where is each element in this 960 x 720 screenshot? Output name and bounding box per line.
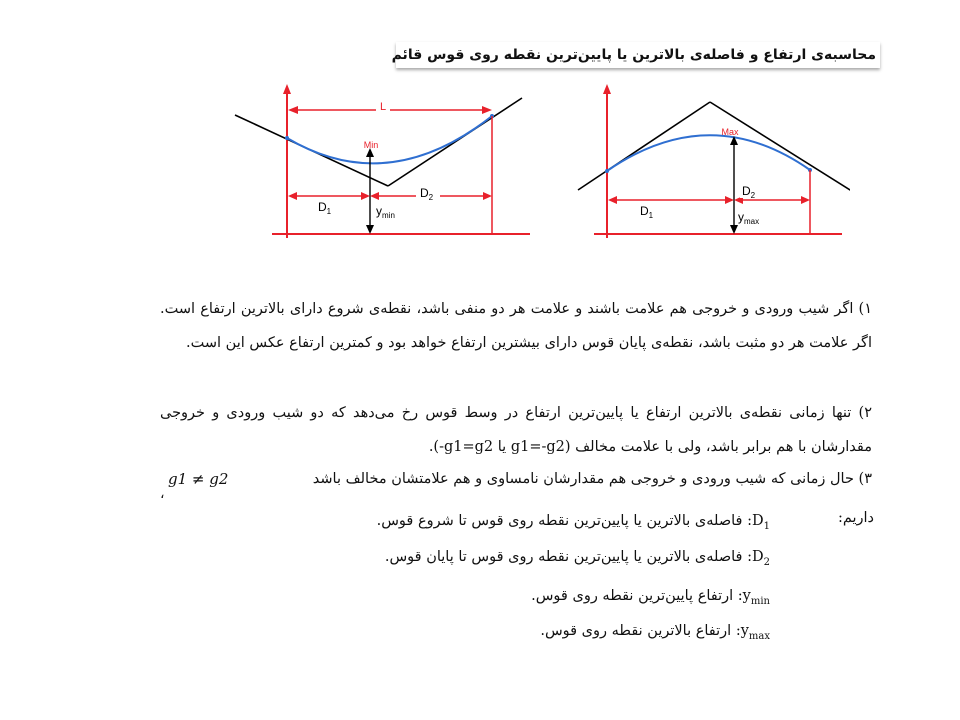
- definition-ymax: $y_{max}$: ارتفاع بالاترین نقطه روی قوس.: [540, 623, 770, 642]
- ymin-label: $y_{min}$: [376, 204, 395, 220]
- crest-curve: [607, 135, 810, 171]
- axis-arrow-icon: [283, 84, 291, 94]
- bvc-point: [285, 136, 289, 140]
- ymax-label: $y_{max}$: [738, 210, 760, 226]
- min-label: Min: [363, 140, 379, 150]
- arrow-icon: [366, 225, 374, 234]
- arrow-icon: [730, 225, 738, 234]
- paragraph-1: ۱) اگر شیب ورودی و خروجی هم علامت باشند و علامت هر دو منفی باشد، نقطه‌ی شروع دارای بالاترین ارتفاع است. اگر علامت هر دو مثبت باشد، نقطه‌ی پایان قوس دارای بیشترین ارتفاع خواهد بود و کمترین ارتفاع عکس این است.: [160, 301, 872, 351]
- D2-label: $D_2$: [420, 186, 434, 202]
- definition-D1: $D_1$: فاصله‌ی بالاترین یا پایین‌ترین نقطه روی قوس تا شروع قوس.: [376, 513, 770, 532]
- max-label: Max: [721, 127, 739, 137]
- D2-label: $D_2$: [742, 184, 756, 200]
- arrow-icon: [288, 192, 297, 200]
- page-title: محاسبه‌ی ارتفاع و فاصله‌ی بالاترین یا پایین‌ترین نقطه روی قوس قائم: [396, 42, 880, 68]
- entry-tangent: [578, 102, 710, 190]
- definitions-label: داریم:: [837, 510, 874, 526]
- arrow-icon: [801, 196, 810, 204]
- L-label: L: [379, 101, 387, 113]
- arrow-icon: [608, 196, 617, 204]
- arrow-icon: [361, 192, 370, 200]
- axis-arrow-icon: [603, 84, 611, 94]
- D1-label: $D_1$: [640, 204, 654, 220]
- definition-D2: $D_2$: فاصله‌ی بالاترین یا پایین‌ترین نقطه روی قوس تا پایان قوس.: [384, 549, 770, 568]
- arrow-icon: [725, 196, 734, 204]
- bvc-point: [605, 169, 609, 173]
- D1-label: $D_1$: [318, 200, 332, 216]
- paragraph-3: ۳) حال زمانی که شیب ورودی و خروجی هم مقدارشان نامساوی و هم علامتشان مخالف باشد: [312, 471, 872, 487]
- definition-ymin: $y_{min}$: ارتفاع پایین‌ترین نقطه روی قوس.: [531, 588, 770, 607]
- crest-curve-diagram: [570, 80, 850, 245]
- sag-curve: [287, 116, 492, 163]
- paragraph-2: ۲) تنها زمانی نقطه‌ی بالاترین ارتفاع یا پایین‌ترین ارتفاع در وسط قوس رخ می‌دهد که دو شیب ورودی و خروجی مقدارشان با هم برابر باشد، ولی با علامت مخالف (g1=-g2 یا g1=g2-).: [160, 405, 872, 455]
- arrow-icon: [483, 192, 492, 200]
- exit-tangent: [388, 98, 522, 186]
- arrow-icon: [482, 106, 492, 114]
- sag-curve-diagram: [230, 80, 540, 245]
- comma-mark: ،: [160, 486, 165, 502]
- exit-tangent: [710, 102, 850, 195]
- slope-inequality: g1 ≠ g2: [168, 470, 229, 488]
- arrow-icon: [370, 192, 379, 200]
- arrow-icon: [288, 106, 298, 114]
